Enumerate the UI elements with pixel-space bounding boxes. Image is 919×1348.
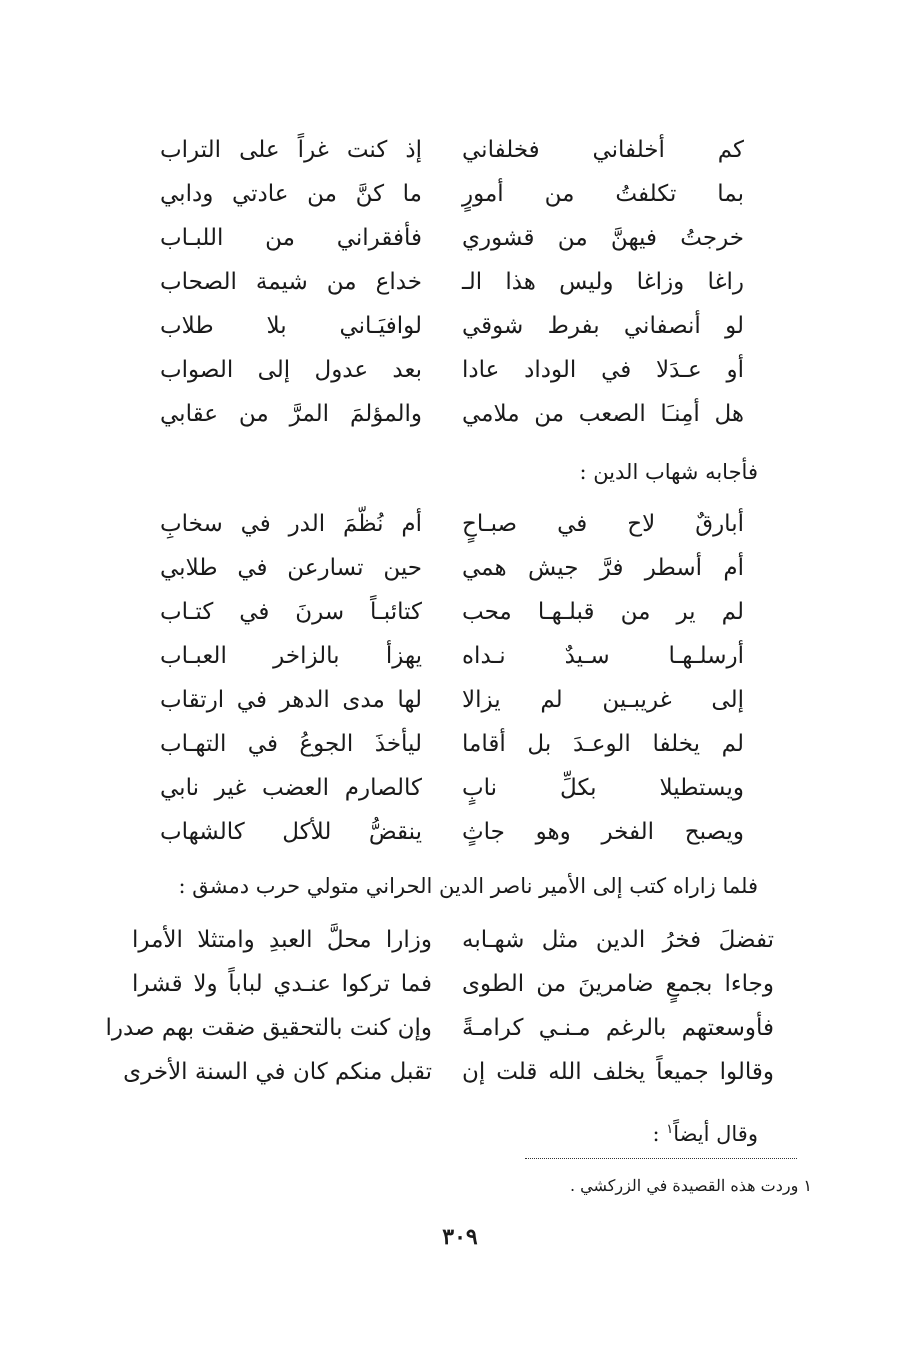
verse-second-hemistich: كتائبـاً سرنَ في كتـاب	[160, 599, 422, 625]
intro-shihab-reply: فأجابه شهاب الدين :	[579, 460, 758, 484]
verse-first-hemistich: هل أمِنـَا الصعب من ملامي	[462, 401, 744, 427]
verse-first-hemistich: كم أخلفاني فخلفاني	[462, 137, 744, 163]
verse-first-hemistich: لو أنصفاني بفرط شوقي	[462, 313, 744, 339]
verse-line	[0, 260, 919, 304]
verse-line	[0, 722, 919, 766]
verse-first-hemistich: وجاءا بجمعٍ ضامرينَ من الطوى	[462, 971, 774, 997]
verse-second-hemistich: كالصارم العضب غير نابي	[160, 775, 422, 801]
verse-second-hemistich: فما تركوا عنـدي لباباً ولا قشرا	[132, 971, 432, 997]
verse-first-hemistich: لم ير من قبلـهـا محب	[462, 599, 744, 625]
verse-line	[0, 304, 919, 348]
verse-first-hemistich: أم أسطر فرَّ جيش همي	[462, 555, 744, 581]
verse-first-hemistich: لم يخلفا الوعـدَ بل أقاما	[462, 731, 744, 757]
verse-line	[0, 810, 919, 854]
outro-text: وقال أيضاً	[673, 1122, 758, 1146]
page-number: ٣٠٩	[442, 1224, 478, 1250]
verse-line	[0, 918, 919, 962]
verse-line	[0, 172, 919, 216]
verse-first-hemistich: فأوسعتهم بالرغم مـنـي كرامـةً	[462, 1015, 774, 1041]
verse-second-hemistich: ينقضُّ للأكل كالشهاب	[160, 819, 422, 845]
verse-first-hemistich: ويستطيلا بكلِّ نابٍ	[462, 775, 744, 801]
footnote-divider	[525, 1158, 797, 1159]
verse-second-hemistich: حين تسارعن في طلابي	[160, 555, 422, 581]
footnote: ١ وردت هذه القصيدة في الزركشي .	[569, 1176, 812, 1195]
verse-second-hemistich: أم نُظّمَ الدر في سخابِ	[160, 511, 422, 537]
verse-first-hemistich: أبارقٌ لاح في صبـاحٍ	[462, 511, 744, 537]
verse-first-hemistich: أو عـدَلا في الوداد عادا	[462, 357, 744, 383]
verse-first-hemistich: ويصبح الفخر وهو جاثٍ	[462, 819, 744, 845]
verse-line	[0, 348, 919, 392]
verse-second-hemistich: وإن كنت بالتحقيق ضقت بهم صدرا	[105, 1015, 432, 1041]
verse-line	[0, 546, 919, 590]
verse-line	[0, 392, 919, 436]
verse-second-hemistich: وزارا محلَّ العبدِ وامتثلا الأمرا	[132, 927, 432, 953]
verse-second-hemistich: خداع من شيمة الصحاب	[160, 269, 422, 295]
verse-second-hemistich: فأفقراني من اللبـاب	[160, 225, 422, 251]
verse-second-hemistich: ما كنَّ من عادتي ودابي	[160, 181, 422, 207]
verse-line	[0, 216, 919, 260]
verse-first-hemistich: خرجتُ فيهنَّ من قشوري	[462, 225, 744, 251]
outro-line	[652, 1112, 758, 1152]
verse-line	[0, 502, 919, 546]
verse-line	[0, 634, 919, 678]
verse-second-hemistich: والمؤلمَ المرَّ من عقابي	[160, 401, 422, 427]
verse-line	[0, 1050, 919, 1094]
verse-line	[0, 962, 919, 1006]
verse-line	[0, 678, 919, 722]
verse-second-hemistich: بعد عدول إلى الصواب	[160, 357, 422, 383]
poem-2	[0, 502, 919, 854]
verse-second-hemistich: تقبل منكم كان في السنة الأخرى	[123, 1059, 432, 1085]
verse-first-hemistich: تفضلَ فخرُ الدين مثل شهـابه	[462, 927, 774, 953]
poem-1	[0, 128, 919, 436]
verse-first-hemistich: أرسلـهـا سـيدٌ نـداه	[462, 643, 744, 669]
verse-line	[0, 128, 919, 172]
verse-second-hemistich: لها مدى الدهر في ارتقاب	[160, 687, 422, 713]
verse-second-hemistich: ليأخذَ الجوعُ في التهـاب	[160, 731, 422, 757]
verse-first-hemistich: راغا وزاغا وليس هذا الـ	[462, 269, 744, 295]
verse-second-hemistich: إذ كنت غراً على التراب	[160, 137, 422, 163]
verse-line	[0, 590, 919, 634]
verse-line	[0, 1006, 919, 1050]
verse-second-hemistich: لوافيَـاني بلا طلاب	[160, 313, 422, 339]
poem-3	[0, 918, 919, 1094]
verse-line	[0, 766, 919, 810]
verse-first-hemistich: وقالوا جميعاً يخلف الله قلت إن	[462, 1059, 774, 1085]
outro-colon: :	[652, 1122, 660, 1146]
intro-letter-to-emir: فلما زاراه كتب إلى الأمير ناصر الدين الحراني متولي حرب دمشق :	[178, 874, 758, 898]
verse-second-hemistich: يهزأ بالزاخر العبـاب	[160, 643, 422, 669]
footnote-marker: ١	[666, 1122, 674, 1137]
verse-first-hemistich: بما تكلفتُ من أمورٍ	[462, 181, 744, 207]
verse-first-hemistich: إلى غريبـين لم يزالا	[462, 687, 744, 713]
